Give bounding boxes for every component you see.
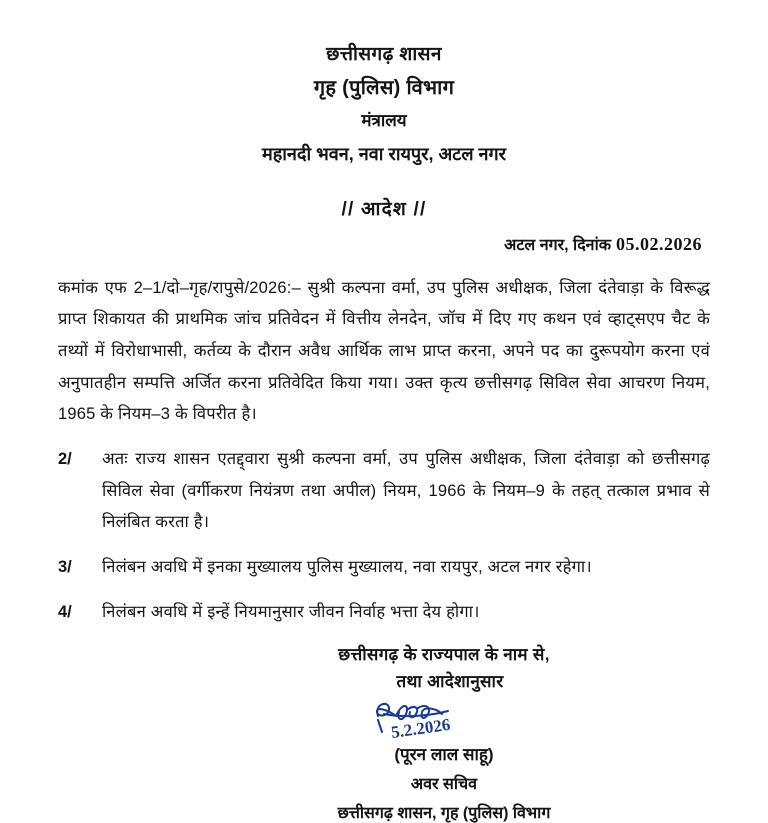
signatory-designation: अवर सचिव — [410, 776, 478, 794]
document-body — [58, 273, 710, 629]
by-order-line-1: छत्तीसगढ़ के राज्यपाल के नाम से, — [338, 645, 550, 665]
paragraph-2-text: अतः राज्य शासन एतद्द्वारा सुश्री कल्पना वर्मा, उप पुलिस अधीक्षक, जिला दंतेवाड़ा को छत्तीसगढ़ सिविल सेवा (वर्गीकरण नियंत्रण तथा अपील) नियम, 1966 के नियम–9 के तहत् तत्काल प्रभाव से निलंबित करता है। — [102, 450, 710, 532]
paragraph-3-number: 3/ — [58, 558, 72, 577]
paragraph-2-number: 2/ — [58, 450, 72, 469]
paragraph-4 — [58, 597, 710, 629]
paragraph-1: कमांक एफ 2–1/दो–गृह/रापुसे/2026:– सुश्री कल्पना वर्मा, उप पुलिस अधीक्षक, जिला दंतेवाड़ा के विरूद्ध प्राप्त शिकायत की प्राथमिक जांच प्रतिवेदन में वित्तीय लेनदेन, जॉच में दिए गए कथन एवं व्हाट्सएप चैट के तथ्यों में विरोधाभासी, कर्तव्य के दौरान अवैध आर्थिक लाभ प्राप्त करना, अपने पद का दुरूपयोग करना एवं अनुपातहीन सम्पत्ति अर्जित करना प्रतिवेदित किया गया। उक्त कृत्य छत्तीसगढ़ सिविल सेवा आचरण नियम, 1965 के नियम–3 के विपरीत है। — [58, 278, 710, 424]
handwritten-signature — [178, 696, 710, 742]
paragraph-3 — [58, 552, 710, 584]
signatory-name: (पूरन लाल साहू) — [394, 745, 494, 765]
place-date-label: अटल नगर, दिनांक — [504, 236, 611, 254]
paragraph-2 — [58, 444, 710, 539]
department-name: गृह (पुलिस) विभाग — [313, 77, 455, 100]
government-name: छत्तीसगढ़ शासन — [326, 44, 442, 65]
place-date — [58, 233, 710, 255]
paragraph-4-text: निलंबन अवधि में इन्हें नियमानुसार जीवन निर्वाह भत्ता देय होगा। — [102, 602, 480, 621]
signature-block — [58, 642, 710, 823]
ministry-name: मंत्रालय — [361, 111, 407, 131]
signatory-department: छत्तीसगढ़ शासन, गृह (पुलिस) विभाग — [337, 805, 551, 823]
signature-icon — [344, 694, 544, 744]
address-line: महानदी भवन, नवा रायपुर, अटल नगर — [261, 143, 507, 164]
order-date: 05.02.2026 — [616, 233, 702, 254]
order-heading: // आदेश // — [341, 198, 427, 220]
paragraph-3-text: निलंबन अवधि में इनका मुख्यालय पुलिस मुख्यालय, नवा रायपुर, अटल नगर रहेगा। — [102, 558, 592, 577]
paragraph-4-number: 4/ — [58, 602, 72, 621]
signature-date-text: 5.2.2026 — [389, 715, 452, 743]
by-order-line-2: तथा आदेशानुसार — [396, 672, 504, 692]
letterhead — [58, 40, 710, 169]
